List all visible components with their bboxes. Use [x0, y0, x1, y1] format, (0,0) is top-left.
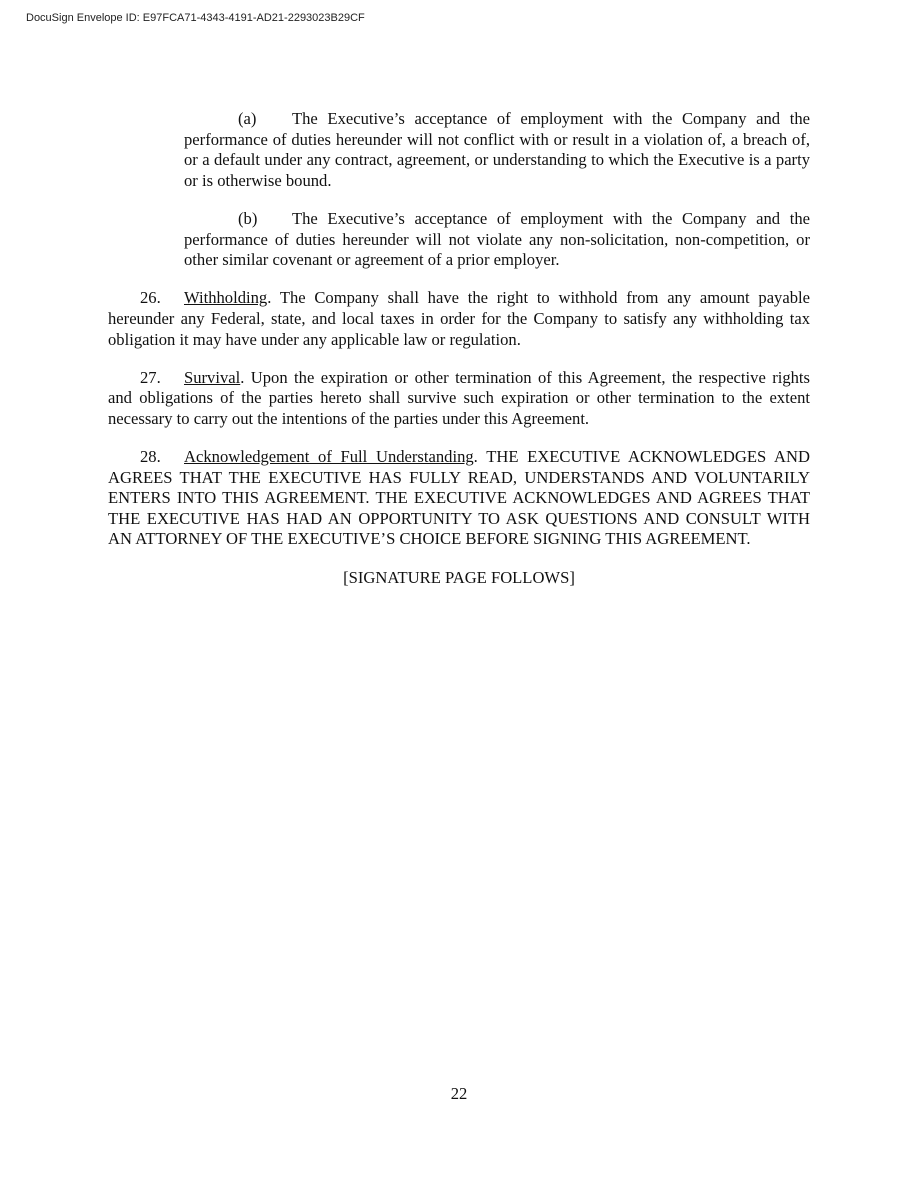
signature-page-follows: [SIGNATURE PAGE FOLLOWS]: [343, 567, 575, 587]
section-26-heading: Withholding: [184, 288, 268, 308]
section-26-withholding: [108, 288, 810, 350]
subsection-b: [184, 209, 810, 271]
section-26-number: 26.: [140, 288, 161, 308]
subsection-b-text: The Executive’s acceptance of employment with the Company and the performance of duties hereunder will not violate any non-solicitation, non-competition, or other similar covenant or agreement of a prior employer.: [184, 208, 810, 270]
section-27-number: 27.: [140, 367, 161, 387]
page-number: 22: [450, 1084, 468, 1103]
section-28-heading: Acknowledgement of Full Understanding: [184, 447, 474, 467]
section-26-text: . The Company shall have the right to withhold from any amount payable hereunder any Federal, state, and local taxes in order for the Company to satisfy any withholding tax obligation it may have under any applicable law or regulation.: [108, 288, 810, 349]
section-27-heading: Survival: [184, 367, 241, 387]
subsection-b-label: (b): [238, 208, 258, 228]
docusign-envelope-id: DocuSign Envelope ID: E97FCA71-4343-4191-AD21-2293023B29CF: [26, 12, 365, 24]
subsection-a-text: The Executive’s acceptance of employment with the Company and the performance of duties hereunder will not conflict with or result in a violation of, a breach of, or a default under any contract, agreement, or understanding to which the Executive is a party or is otherwise bound.: [184, 109, 810, 190]
subsection-a: [184, 109, 810, 191]
section-28-text: . THE EXECUTIVE ACKNOWLEDGES AND AGREES THAT THE EXECUTIVE HAS FULLY READ, UNDERSTANDS AND VOLUNTARILY ENTERS INTO THIS AGREEMENT. THE EXECUTIVE ACKNOWLEDGES AND AGREES THAT THE EXECUTIVE HAS HAD AN OPPORTUNITY TO ASK QUESTIONS AND CONSULT WITH AN ATTORNEY OF THE EXECUTIVE’S CHOICE BEFORE SIGNING THIS AGREEMENT.: [108, 447, 810, 549]
document-page-body: [108, 109, 810, 606]
section-27-text: . Upon the expiration or other termination of this Agreement, the respective rights and obligations of the parties hereto shall survive such expiration or other termination to the extent necessary to carry out the intentions of the parties under this Agreement.: [108, 367, 810, 428]
subsection-a-label: (a): [238, 109, 257, 128]
section-28-number: 28.: [140, 447, 161, 467]
section-28-acknowledgement: [108, 447, 810, 550]
section-27-survival: [108, 368, 810, 430]
